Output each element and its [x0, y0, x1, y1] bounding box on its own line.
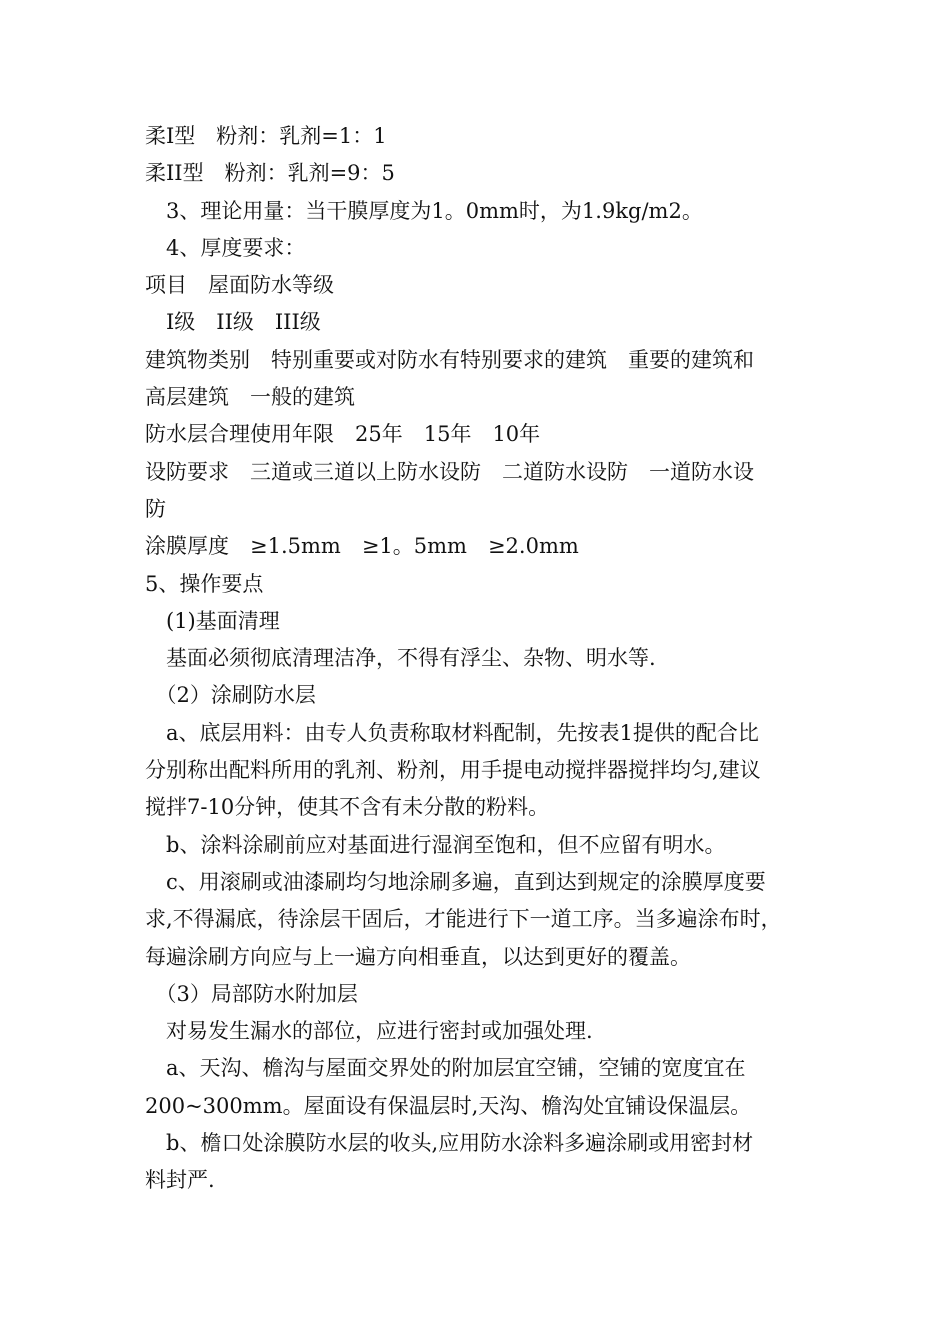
text-line: c、用滚刷或油漆刷均匀地涂刷多遍，直到达到规定的涂膜厚度要 [145, 869, 766, 894]
subsection-heading: （2）涂刷防水层 [145, 683, 316, 708]
document-text-body [145, 118, 825, 1200]
text-line: 每遍涂刷方向应与上一遍方向相垂直，以达到更好的覆盖。 [145, 944, 691, 969]
text-line: 设防要求 三道或三道以上防水设防 二道防水设防 一道防水设 [145, 459, 754, 484]
text-line: 防 [145, 496, 166, 521]
text-line: a、底层用料：由专人负责称取材料配制，先按表1提供的配合比 [145, 720, 759, 745]
subsection-heading: （3）局部防水附加层 [145, 981, 358, 1006]
text-line: 基面必须彻底清理洁净，不得有浮尘、杂物、明水等. [145, 646, 656, 671]
text-line: 3、理论用量：当干膜厚度为1。0mm时，为1.9kg/m2。 [145, 198, 703, 223]
text-line: 分别称出配料所用的乳剂、粉剂，用手提电动搅拌器搅拌均匀,建议 [145, 758, 761, 783]
text-line: 200~300mm。屋面设有保温层时,天沟、檐沟处宜铺设保温层。 [145, 1093, 752, 1118]
text-line: 项目 屋面防水等级 [145, 273, 334, 298]
text-line: 建筑物类别 特别重要或对防水有特别要求的建筑 重要的建筑和 [145, 347, 754, 372]
text-line: b、涂料涂刷前应对基面进行湿润至饱和，但不应留有明水。 [145, 832, 726, 857]
text-line: 涂膜厚度 ≥1.5mm ≥1。5mm ≥2.0mm [145, 534, 579, 559]
text-line: b、檐口处涂膜防水层的收头,应用防水涂料多遍涂刷或用密封材 [145, 1131, 754, 1156]
text-line: 对易发生漏水的部位，应进行密封或加强处理. [145, 1019, 593, 1044]
subsection-heading: (1)基面清理 [145, 608, 280, 633]
section-heading: 5、操作要点 [145, 571, 264, 596]
text-line: 料封严. [145, 1168, 215, 1193]
text-line: 搅拌7-10分钟，使其不含有未分散的粉料。 [145, 795, 550, 820]
text-line: 高层建筑 一般的建筑 [145, 385, 355, 410]
text-line: 防水层合理使用年限 25年 15年 10年 [145, 422, 541, 447]
text-line: 柔Ⅰ型 粉剂：乳剂=1：1 [145, 124, 387, 148]
text-line: 4、厚度要求： [145, 235, 306, 260]
text-line: Ⅰ级 ⅠⅠ级 ⅠⅠⅠ级 [145, 310, 321, 335]
text-line: 求,不得漏底，待涂层干固后，才能进行下一道工序。当多遍涂布时， [145, 907, 782, 932]
text-line: 柔ⅠⅠ型 粉剂：乳剂=9：5 [145, 161, 395, 186]
text-line: a、天沟、檐沟与屋面交界处的附加层宜空铺，空铺的宽度宜在 [145, 1056, 746, 1081]
